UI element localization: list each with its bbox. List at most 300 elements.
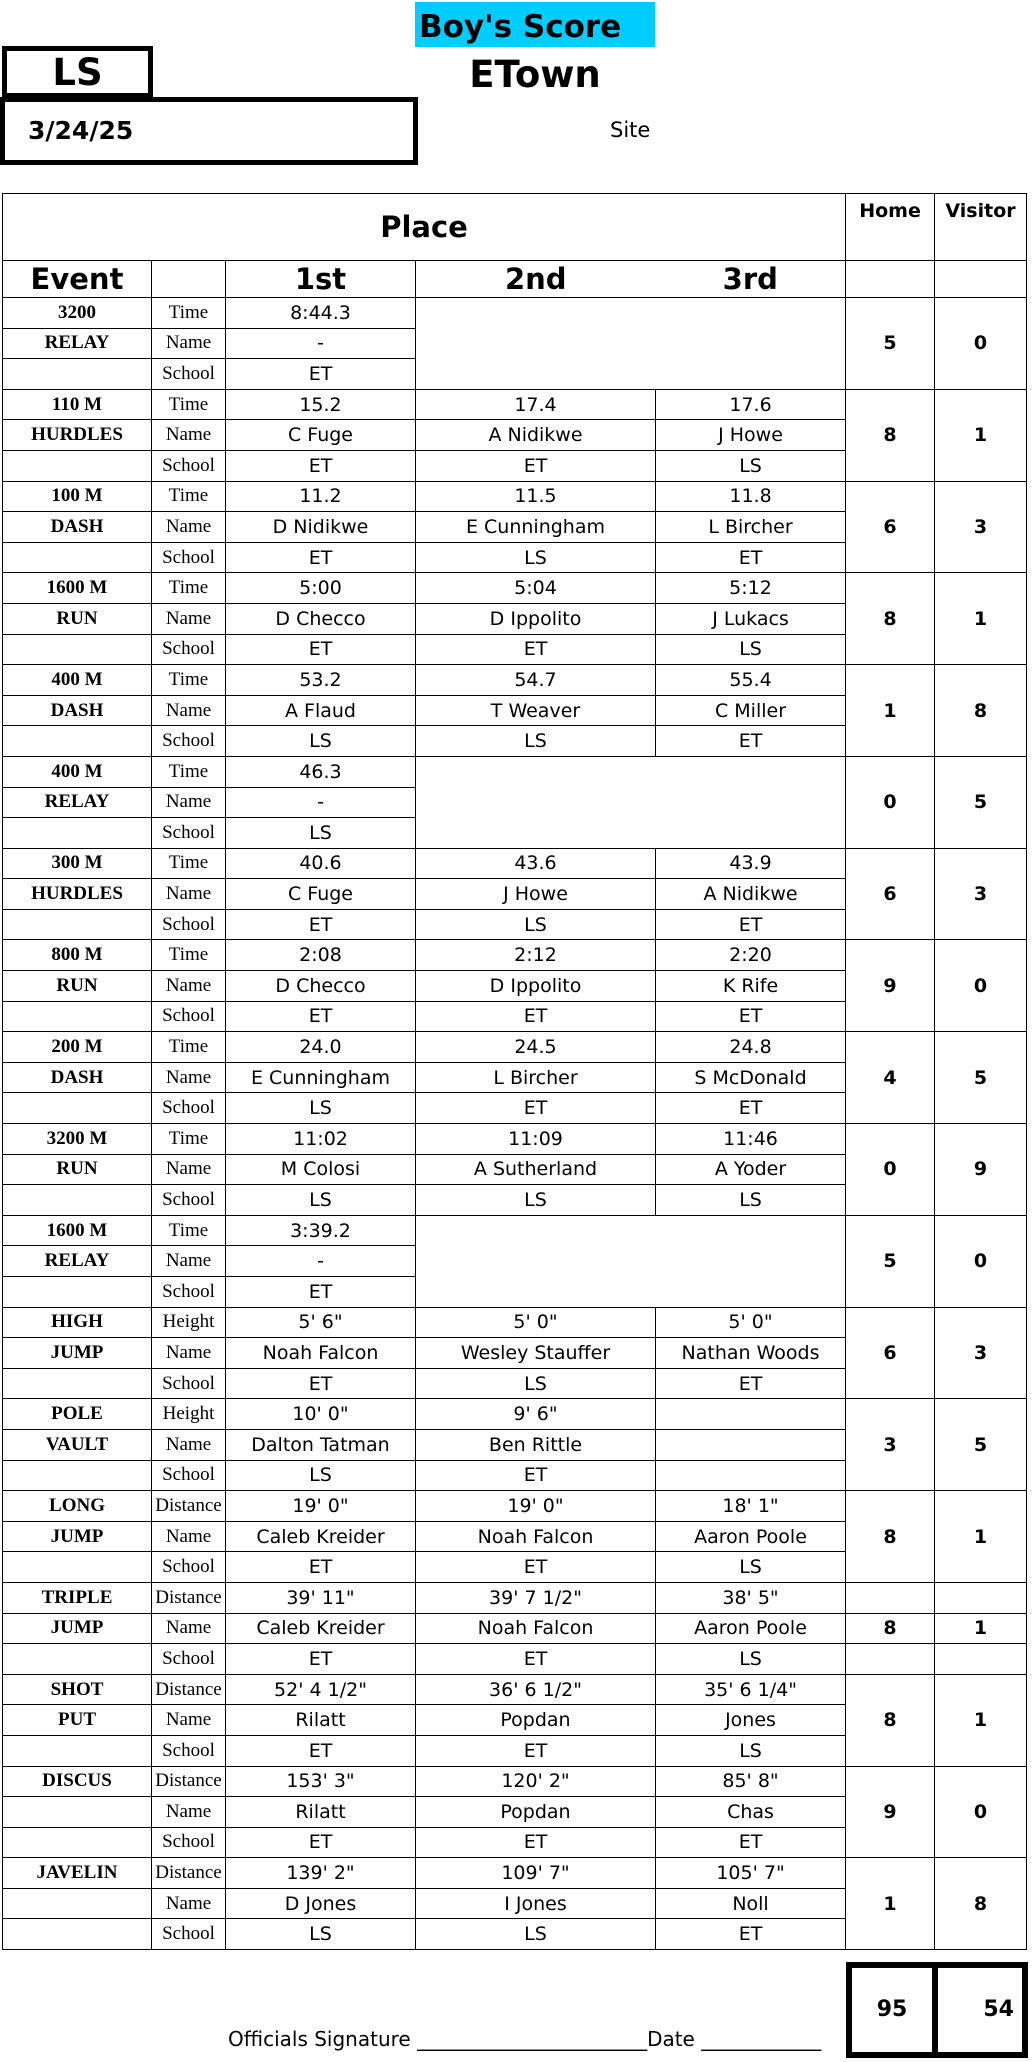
first-place-cell: Noah Falcon bbox=[226, 1338, 416, 1369]
event-name-blank bbox=[3, 634, 152, 665]
first-place-cell: LS bbox=[226, 818, 416, 849]
scoresheet-title: Boy's Score bbox=[415, 2, 655, 47]
third-place-cell: 24.8 bbox=[656, 1032, 846, 1063]
second-place-cell: 11:09 bbox=[416, 1124, 656, 1155]
third-place-cell: 2:20 bbox=[656, 940, 846, 971]
row-label: School bbox=[152, 1735, 226, 1766]
second-place-cell: LS bbox=[416, 909, 656, 940]
home-total: 95 bbox=[846, 1962, 938, 2058]
first-place-cell: ET bbox=[226, 1368, 416, 1399]
first-place-cell: ET bbox=[226, 634, 416, 665]
second-place-cell: Noah Falcon bbox=[416, 1613, 656, 1644]
row-label: Name bbox=[152, 1613, 226, 1644]
first-place-cell: LS bbox=[226, 1093, 416, 1124]
home-points: 8 bbox=[846, 573, 935, 665]
home-points: 1 bbox=[846, 665, 935, 757]
row-label: Time bbox=[152, 1032, 226, 1063]
event-name-line2: DASH bbox=[3, 1062, 152, 1093]
event-name-blank bbox=[3, 909, 152, 940]
row-label: Time bbox=[152, 1215, 226, 1246]
third-place-cell: 5' 0" bbox=[656, 1307, 846, 1338]
row-label: Name bbox=[152, 1429, 226, 1460]
visitor-total: 54 bbox=[932, 1962, 1028, 2058]
row-label: Distance bbox=[152, 1858, 226, 1889]
third-place-cell: Noll bbox=[656, 1888, 846, 1919]
event-name-line1: 200 M bbox=[3, 1032, 152, 1063]
event-name-blank bbox=[3, 1460, 152, 1491]
event-name-line1: JAVELIN bbox=[3, 1858, 152, 1889]
first-place-cell: ET bbox=[226, 542, 416, 573]
row-label: Distance bbox=[152, 1766, 226, 1797]
visitor-header: Visitor bbox=[935, 194, 1027, 261]
label-header bbox=[152, 261, 226, 298]
event-name-line1: SHOT bbox=[3, 1674, 152, 1705]
third-place-cell: ET bbox=[656, 1919, 846, 1950]
event-name-line1: 800 M bbox=[3, 940, 152, 971]
event-name-line1: 3200 M bbox=[3, 1124, 152, 1155]
third-place-cell: ET bbox=[656, 1368, 846, 1399]
first-place-cell: 11:02 bbox=[226, 1124, 416, 1155]
event-row bbox=[3, 848, 1027, 879]
home-points: 4 bbox=[846, 1032, 935, 1124]
event-name-blank bbox=[3, 1368, 152, 1399]
home-points: 8 bbox=[846, 1491, 935, 1583]
row-label: School bbox=[152, 1001, 226, 1032]
second-place-cell: 5:04 bbox=[416, 573, 656, 604]
first-place-cell: 40.6 bbox=[226, 848, 416, 879]
visitor-points: 1 bbox=[935, 389, 1027, 481]
event-row bbox=[3, 298, 1027, 329]
row-label: School bbox=[152, 1460, 226, 1491]
first-place-cell: LS bbox=[226, 1919, 416, 1950]
third-place-cell: S McDonald bbox=[656, 1062, 846, 1093]
third-place-cell: Aaron Poole bbox=[656, 1521, 846, 1552]
event-name-line1: 1600 M bbox=[3, 1215, 152, 1246]
visitor-points: 0 bbox=[935, 940, 1027, 1032]
row-label: Name bbox=[152, 1154, 226, 1185]
row-label: School bbox=[152, 1552, 226, 1583]
row-label: Name bbox=[152, 879, 226, 910]
first-place-cell: Caleb Kreider bbox=[226, 1521, 416, 1552]
home-points: 8 bbox=[846, 1613, 935, 1644]
home-points: 0 bbox=[846, 1124, 935, 1216]
second-place-cell: ET bbox=[416, 1460, 656, 1491]
event-name-blank bbox=[3, 1277, 152, 1308]
row-label: Time bbox=[152, 389, 226, 420]
first-place-cell: D Checco bbox=[226, 971, 416, 1002]
third-place-cell: C Miller bbox=[656, 695, 846, 726]
second-place-cell: LS bbox=[416, 1185, 656, 1216]
empty-place-cell bbox=[416, 298, 846, 390]
row-label: Name bbox=[152, 603, 226, 634]
home-points: 3 bbox=[846, 1399, 935, 1491]
first-place-cell: 15.2 bbox=[226, 389, 416, 420]
home-points: 9 bbox=[846, 940, 935, 1032]
third-place-header: 3rd bbox=[656, 261, 846, 298]
home-points: 8 bbox=[846, 389, 935, 481]
visitor-points: 1 bbox=[935, 573, 1027, 665]
first-place-cell: 8:44.3 bbox=[226, 298, 416, 329]
event-row bbox=[3, 940, 1027, 971]
third-place-cell: ET bbox=[656, 1827, 846, 1858]
row-label: Time bbox=[152, 848, 226, 879]
first-place-cell: D Checco bbox=[226, 603, 416, 634]
row-label: Name bbox=[152, 1062, 226, 1093]
third-place-cell: 35' 6 1/4" bbox=[656, 1674, 846, 1705]
third-place-cell: 38' 5" bbox=[656, 1582, 846, 1613]
third-place-cell: ET bbox=[656, 1093, 846, 1124]
row-label: Name bbox=[152, 512, 226, 543]
second-place-cell: A Sutherland bbox=[416, 1154, 656, 1185]
event-name-line2: DASH bbox=[3, 695, 152, 726]
second-place-cell: LS bbox=[416, 1368, 656, 1399]
second-place-cell: 36' 6 1/2" bbox=[416, 1674, 656, 1705]
visitor-points: 0 bbox=[935, 1766, 1027, 1858]
second-place-cell: ET bbox=[416, 1644, 656, 1675]
first-place-cell: 46.3 bbox=[226, 756, 416, 787]
visitor-points: 5 bbox=[935, 1032, 1027, 1124]
officials-signature-line: Officials Signature _______________________Date ____________ bbox=[228, 2027, 822, 2051]
event-name-blank bbox=[3, 1644, 152, 1675]
home-points: 6 bbox=[846, 1307, 935, 1399]
event-row bbox=[3, 756, 1027, 787]
third-place-cell: LS bbox=[656, 1552, 846, 1583]
visitor-points: 0 bbox=[935, 298, 1027, 390]
second-place-cell: LS bbox=[416, 726, 656, 757]
event-row bbox=[3, 481, 1027, 512]
row-label: Name bbox=[152, 328, 226, 359]
first-place-cell: ET bbox=[226, 1827, 416, 1858]
first-place-cell: LS bbox=[226, 1460, 416, 1491]
visitor-points: 1 bbox=[935, 1491, 1027, 1583]
event-name-line1: HIGH bbox=[3, 1307, 152, 1338]
home-points: 8 bbox=[846, 1674, 935, 1766]
event-name-line1: 110 M bbox=[3, 389, 152, 420]
first-place-cell: - bbox=[226, 1246, 416, 1277]
row-label: Time bbox=[152, 1124, 226, 1155]
second-place-cell: L Bircher bbox=[416, 1062, 656, 1093]
second-place-cell: 24.5 bbox=[416, 1032, 656, 1063]
event-row bbox=[3, 573, 1027, 604]
visitor-points: 5 bbox=[935, 1399, 1027, 1491]
row-label: Time bbox=[152, 481, 226, 512]
second-place-cell: 11.5 bbox=[416, 481, 656, 512]
visitor-team-name: ETown bbox=[469, 53, 601, 96]
second-place-cell: LS bbox=[416, 542, 656, 573]
event-name-line2: RELAY bbox=[3, 1246, 152, 1277]
first-place-cell: ET bbox=[226, 1001, 416, 1032]
event-row bbox=[3, 1644, 1027, 1675]
third-place-cell: Chas bbox=[656, 1797, 846, 1828]
second-place-cell: Popdan bbox=[416, 1797, 656, 1828]
event-name-line2: HURDLES bbox=[3, 879, 152, 910]
third-place-cell: 17.6 bbox=[656, 389, 846, 420]
third-place-cell: LS bbox=[656, 1185, 846, 1216]
row-label: School bbox=[152, 909, 226, 940]
event-name-line2: RUN bbox=[3, 1154, 152, 1185]
row-label: School bbox=[152, 1919, 226, 1950]
event-name-line2: PUT bbox=[3, 1705, 152, 1736]
event-row bbox=[3, 1582, 1027, 1613]
second-place-cell: ET bbox=[416, 634, 656, 665]
event-name-line1: 1600 M bbox=[3, 573, 152, 604]
row-label: Time bbox=[152, 756, 226, 787]
row-label: School bbox=[152, 1277, 226, 1308]
event-name-blank bbox=[3, 1552, 152, 1583]
first-place-cell: Rilatt bbox=[226, 1705, 416, 1736]
second-place-cell: ET bbox=[416, 1093, 656, 1124]
second-place-cell: 43.6 bbox=[416, 848, 656, 879]
first-place-cell: Dalton Tatman bbox=[226, 1429, 416, 1460]
event-header: Event bbox=[3, 261, 152, 298]
home-points: 9 bbox=[846, 1766, 935, 1858]
second-place-cell: 2:12 bbox=[416, 940, 656, 971]
first-place-cell: 139' 2" bbox=[226, 1858, 416, 1889]
third-place-cell: L Bircher bbox=[656, 512, 846, 543]
row-label: Distance bbox=[152, 1582, 226, 1613]
event-name-line2: RUN bbox=[3, 971, 152, 1002]
row-label: Time bbox=[152, 665, 226, 696]
home-subheader bbox=[846, 261, 935, 298]
event-row bbox=[3, 1215, 1027, 1246]
row-label: Distance bbox=[152, 1491, 226, 1522]
event-name-line2: JUMP bbox=[3, 1338, 152, 1369]
visitor-subheader bbox=[935, 261, 1027, 298]
event-row bbox=[3, 1307, 1027, 1338]
second-place-cell: I Jones bbox=[416, 1888, 656, 1919]
event-row bbox=[3, 1032, 1027, 1063]
first-place-cell: ET bbox=[226, 1552, 416, 1583]
event-name-line2: RUN bbox=[3, 603, 152, 634]
first-place-cell: 52' 4 1/2" bbox=[226, 1674, 416, 1705]
row-label: Name bbox=[152, 1246, 226, 1277]
visitor-points: 1 bbox=[935, 1613, 1027, 1644]
event-name-line2: DASH bbox=[3, 512, 152, 543]
home-points: 1 bbox=[846, 1858, 935, 1950]
row-label: School bbox=[152, 450, 226, 481]
third-place-cell: 11.8 bbox=[656, 481, 846, 512]
second-place-cell: Noah Falcon bbox=[416, 1521, 656, 1552]
event-name-blank bbox=[3, 450, 152, 481]
event-name-line1: 3200 bbox=[3, 298, 152, 329]
first-place-cell: 153' 3" bbox=[226, 1766, 416, 1797]
first-place-cell: ET bbox=[226, 909, 416, 940]
first-place-cell: LS bbox=[226, 1185, 416, 1216]
row-label: Name bbox=[152, 420, 226, 451]
third-place-cell: Jones bbox=[656, 1705, 846, 1736]
row-label: School bbox=[152, 542, 226, 573]
event-name-line1: 400 M bbox=[3, 756, 152, 787]
second-place-cell: ET bbox=[416, 1735, 656, 1766]
first-place-cell: A Flaud bbox=[226, 695, 416, 726]
event-name-line2: VAULT bbox=[3, 1429, 152, 1460]
first-place-cell: 5:00 bbox=[226, 573, 416, 604]
visitor-points: 3 bbox=[935, 1307, 1027, 1399]
event-row bbox=[3, 1124, 1027, 1155]
third-place-cell: ET bbox=[656, 726, 846, 757]
visitor-points: 3 bbox=[935, 481, 1027, 573]
row-label: Height bbox=[152, 1307, 226, 1338]
second-place-cell: E Cunningham bbox=[416, 512, 656, 543]
first-place-cell: 24.0 bbox=[226, 1032, 416, 1063]
row-label: School bbox=[152, 1093, 226, 1124]
first-place-cell: M Colosi bbox=[226, 1154, 416, 1185]
third-place-cell: K Rife bbox=[656, 971, 846, 1002]
row-label: School bbox=[152, 1185, 226, 1216]
second-place-cell: ET bbox=[416, 1001, 656, 1032]
row-label: Time bbox=[152, 573, 226, 604]
row-label: School bbox=[152, 1368, 226, 1399]
first-place-cell: ET bbox=[226, 450, 416, 481]
home-points: 0 bbox=[846, 756, 935, 848]
event-row bbox=[3, 1399, 1027, 1430]
third-place-cell: LS bbox=[656, 1644, 846, 1675]
third-place-cell: 5:12 bbox=[656, 573, 846, 604]
home-points: 6 bbox=[846, 848, 935, 940]
event-row bbox=[3, 1674, 1027, 1705]
event-row bbox=[3, 389, 1027, 420]
empty-place-cell bbox=[416, 1215, 846, 1307]
first-place-cell: ET bbox=[226, 1277, 416, 1308]
third-place-cell: 85' 8" bbox=[656, 1766, 846, 1797]
third-place-cell: A Nidikwe bbox=[656, 879, 846, 910]
third-place-cell bbox=[656, 1429, 846, 1460]
third-place-cell: 11:46 bbox=[656, 1124, 846, 1155]
third-place-cell bbox=[656, 1399, 846, 1430]
third-place-cell: LS bbox=[656, 1735, 846, 1766]
row-label: Name bbox=[152, 1888, 226, 1919]
third-place-cell: ET bbox=[656, 542, 846, 573]
second-place-cell: 54.7 bbox=[416, 665, 656, 696]
first-place-cell: 5' 6" bbox=[226, 1307, 416, 1338]
visitor-points bbox=[935, 1644, 1027, 1675]
event-name-blank bbox=[3, 1919, 152, 1950]
event-name-line1: 400 M bbox=[3, 665, 152, 696]
row-label: School bbox=[152, 818, 226, 849]
event-row bbox=[3, 665, 1027, 696]
event-name-line2 bbox=[3, 1797, 152, 1828]
event-name-blank bbox=[3, 1735, 152, 1766]
visitor-points: 8 bbox=[935, 665, 1027, 757]
second-place-cell: J Howe bbox=[416, 879, 656, 910]
first-place-cell: D Jones bbox=[226, 1888, 416, 1919]
second-place-cell: A Nidikwe bbox=[416, 420, 656, 451]
second-place-cell: 19' 0" bbox=[416, 1491, 656, 1522]
event-name-line2: JUMP bbox=[3, 1521, 152, 1552]
home-header: Home bbox=[846, 194, 935, 261]
first-place-cell: - bbox=[226, 328, 416, 359]
first-place-cell: 19' 0" bbox=[226, 1491, 416, 1522]
third-place-cell: LS bbox=[656, 450, 846, 481]
third-place-cell: 43.9 bbox=[656, 848, 846, 879]
event-name-blank bbox=[3, 542, 152, 573]
event-row bbox=[3, 1613, 1027, 1644]
second-place-cell: ET bbox=[416, 1827, 656, 1858]
empty-place-cell bbox=[416, 756, 846, 848]
second-place-cell: Wesley Stauffer bbox=[416, 1338, 656, 1369]
first-place-cell: 39' 11" bbox=[226, 1582, 416, 1613]
second-place-cell: D Ippolito bbox=[416, 971, 656, 1002]
first-place-cell: 10' 0" bbox=[226, 1399, 416, 1430]
place-header: Place bbox=[3, 194, 846, 261]
first-place-cell: E Cunningham bbox=[226, 1062, 416, 1093]
second-place-cell: 9' 6" bbox=[416, 1399, 656, 1430]
event-name-blank bbox=[3, 1185, 152, 1216]
first-place-cell: 3:39.2 bbox=[226, 1215, 416, 1246]
event-name-line2: HURDLES bbox=[3, 420, 152, 451]
row-label: School bbox=[152, 1827, 226, 1858]
visitor-points: 5 bbox=[935, 756, 1027, 848]
first-place-cell: D Nidikwe bbox=[226, 512, 416, 543]
third-place-cell: J Howe bbox=[656, 420, 846, 451]
second-place-cell: ET bbox=[416, 450, 656, 481]
first-place-cell: ET bbox=[226, 1735, 416, 1766]
first-place-cell: LS bbox=[226, 726, 416, 757]
first-place-cell: 53.2 bbox=[226, 665, 416, 696]
event-name-line1: 100 M bbox=[3, 481, 152, 512]
event-row bbox=[3, 1858, 1027, 1889]
home-points: 5 bbox=[846, 298, 935, 390]
second-place-cell: D Ippolito bbox=[416, 603, 656, 634]
row-label: Time bbox=[152, 940, 226, 971]
event-row bbox=[3, 1766, 1027, 1797]
second-place-cell: 109' 7" bbox=[416, 1858, 656, 1889]
second-place-cell: 39' 7 1/2" bbox=[416, 1582, 656, 1613]
event-name-line2: RELAY bbox=[3, 328, 152, 359]
first-place-cell: 11.2 bbox=[226, 481, 416, 512]
third-place-cell: J Lukacs bbox=[656, 603, 846, 634]
event-name-blank bbox=[3, 1001, 152, 1032]
second-place-cell: 5' 0" bbox=[416, 1307, 656, 1338]
second-place-cell: Popdan bbox=[416, 1705, 656, 1736]
row-label: Name bbox=[152, 695, 226, 726]
first-place-cell: - bbox=[226, 787, 416, 818]
row-label: School bbox=[152, 634, 226, 665]
event-name-line1: LONG bbox=[3, 1491, 152, 1522]
row-label: Name bbox=[152, 1705, 226, 1736]
home-points: 5 bbox=[846, 1215, 935, 1307]
second-place-cell: Ben Rittle bbox=[416, 1429, 656, 1460]
first-place-cell: ET bbox=[226, 359, 416, 390]
event-name-line2: JUMP bbox=[3, 1613, 152, 1644]
event-name-line2 bbox=[3, 1888, 152, 1919]
second-place-cell: LS bbox=[416, 1919, 656, 1950]
event-name-blank bbox=[3, 1827, 152, 1858]
row-label: Name bbox=[152, 787, 226, 818]
third-place-cell: 18' 1" bbox=[656, 1491, 846, 1522]
first-place-cell: Rilatt bbox=[226, 1797, 416, 1828]
first-place-cell: C Fuge bbox=[226, 420, 416, 451]
event-name-blank bbox=[3, 818, 152, 849]
third-place-cell: Nathan Woods bbox=[656, 1338, 846, 1369]
third-place-cell bbox=[656, 1460, 846, 1491]
second-place-cell: 17.4 bbox=[416, 389, 656, 420]
event-row bbox=[3, 1491, 1027, 1522]
visitor-points: 9 bbox=[935, 1124, 1027, 1216]
row-label: Name bbox=[152, 1338, 226, 1369]
first-place-header: 1st bbox=[226, 261, 416, 298]
event-name-line1: 300 M bbox=[3, 848, 152, 879]
event-name-blank bbox=[3, 359, 152, 390]
second-place-cell: 120' 2" bbox=[416, 1766, 656, 1797]
event-name-blank bbox=[3, 726, 152, 757]
second-place-cell: T Weaver bbox=[416, 695, 656, 726]
third-place-cell: ET bbox=[656, 1001, 846, 1032]
home-points bbox=[846, 1582, 935, 1613]
site-label: Site bbox=[610, 118, 651, 142]
visitor-points: 1 bbox=[935, 1674, 1027, 1766]
third-place-cell: A Yoder bbox=[656, 1154, 846, 1185]
